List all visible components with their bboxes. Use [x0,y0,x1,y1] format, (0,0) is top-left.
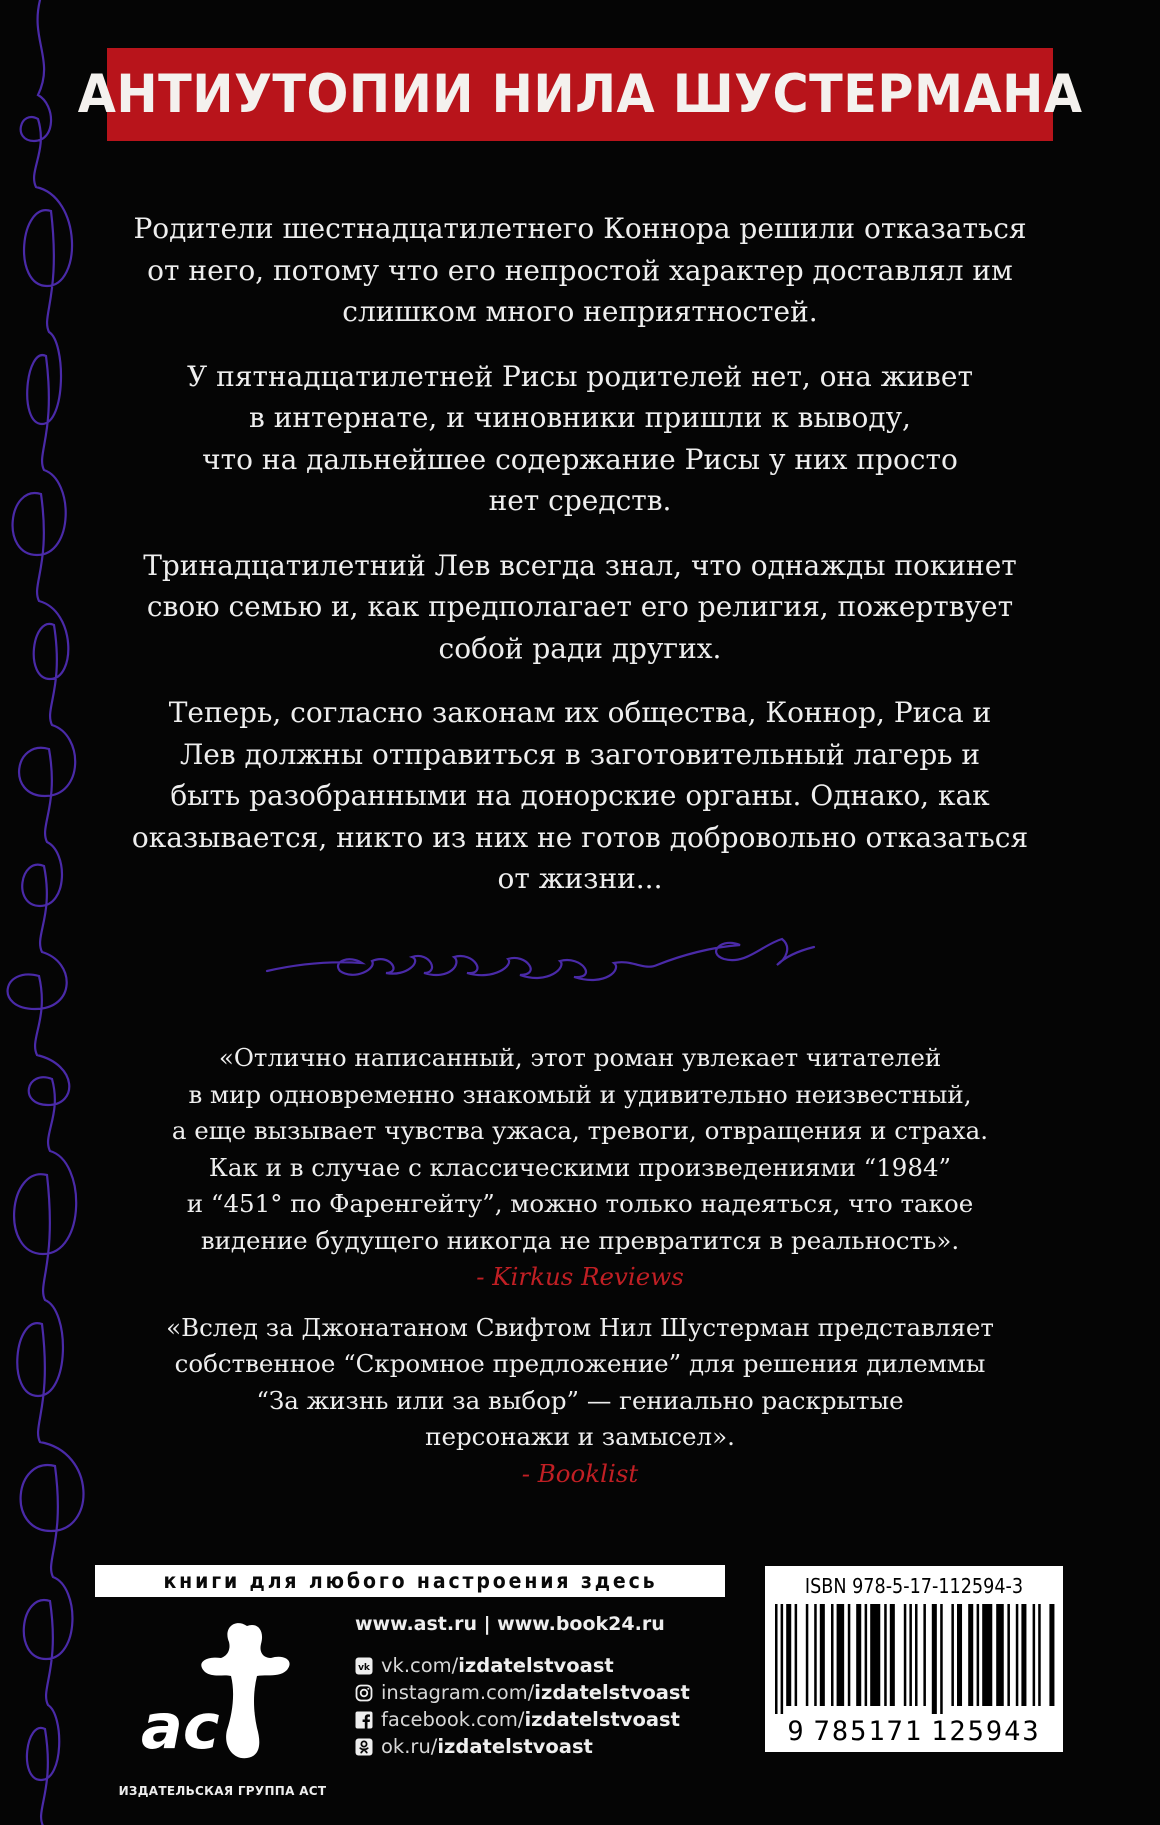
isbn-barcode-box [765,1566,1063,1752]
barcode-bar [890,1604,895,1706]
barcode-bar [1033,1604,1036,1706]
blurb-paragraph: У пятнадцатилетней Рисы родителей нет, она живет в интернате, и чиновники пришли к выводу, что на дальнейшее содержание Рисы у них просто нет средств. [187,359,973,517]
series-title: АНТИУТОПИИ НИЛА ШУСТЕРМАНА [77,64,1083,125]
barcode-bar [856,1604,861,1706]
barcode-bar [831,1604,834,1706]
ok-icon [355,1738,373,1756]
review-source: - Kirkus Reviews [476,1262,684,1291]
barcode-bar [1016,1604,1019,1706]
barcode-bar [968,1604,973,1706]
barcode-bar [904,1604,907,1706]
svg-text:vk: vk [358,1662,370,1673]
review-quote: «Отлично написанный, этот роман увлекает читателей в мир одновременно знакомый и удивительно неизвестный, а еще вызывает чувства ужаса, тревоги, отвращения и страха. Как и в случае с классическими произведениями “1984” и “451° по Фаренгейту”, можно только надеяться, что такое видение будущего никогда не превратится в реальность». - Kirkus Reviews [135,1040,1025,1296]
vk-icon [355,1657,373,1675]
title-banner [77,48,1083,141]
barcode-bar [909,1604,912,1706]
barcode-bar [1007,1604,1010,1706]
barcode-digits: 9 785171 125943 [787,1716,1041,1747]
instagram-icon [355,1684,373,1702]
social-link-ok[interactable]: ok.ru/ izdatelstvoast [355,1733,690,1760]
barcode-bar [996,1604,1004,1706]
review-quote: «Вслед за Джонатаном Свифтом Нил Шустерман представляет собственное “Скромное предложение” для решения дилеммы “За жизнь или за выбор” — гениально раскрытые персонажи и замысел». - Booklist [135,1310,1025,1493]
barcode-bar [781,1604,784,1714]
book-blurb [115,208,1045,923]
publisher-links [355,1613,690,1760]
purple-doodle-decoration [0,0,110,1825]
slogan: книги для любого настроения здесь [162,1569,658,1593]
barcode-bar [820,1604,825,1706]
barcode-bar [932,1604,937,1714]
review-source: - Booklist [521,1458,639,1488]
barcode-bar [814,1604,817,1706]
barcode-bar [884,1604,887,1706]
publisher-logo [115,1612,330,1812]
blurb-paragraph: Родители шестнадцатилетнего Коннора решили отказаться от него, потому что его непростой характер доставлял им слишком много неприятностей. [133,212,1027,328]
barcode-bar [1038,1604,1041,1706]
barcode-bar [923,1604,926,1706]
ast-logo-icon [135,1612,305,1772]
isbn-number: ISBN 978-5-17-112594-3 [804,1574,1024,1598]
barcode-bar [940,1604,943,1714]
doodle-stroke [8,0,84,1825]
social-link-instagram[interactable]: instagram.com/ izdatelstvoast [355,1679,690,1706]
social-link-facebook[interactable]: facebook.com/ izdatelstvoast [355,1706,690,1733]
slogan-strip [95,1565,725,1597]
blurb-paragraph: Тринадцатилетний Лев всегда знал, что однажды покинет свою семью и, как предполагает его религия, пожертвует собой ради других. [143,548,1017,665]
barcode-bar [786,1604,791,1706]
blurb-paragraph: Теперь, согласно законам их общества, Коннор, Риса и Лев должны отправиться в заготовительный лагерь и быть разобранными на донорские органы. Однако, как оказывается, никто из них не готов добровольно отказаться от жизни... [131,696,1029,895]
barcode-icon [773,1604,1055,1714]
social-link-vk[interactable]: vk vk.com/ izdatelstvoast [355,1652,690,1679]
svg-text:ас: ас [141,1690,220,1763]
barcode-bar [837,1604,845,1706]
barcode-bar [795,1604,798,1706]
barcode-bar [848,1604,851,1706]
barcode-bar [977,1604,980,1706]
barcode-bar [806,1604,809,1706]
barcode-bar [1049,1604,1054,1706]
barcode-bar [870,1604,880,1706]
barcode-bar [951,1604,954,1706]
barcode-bar [775,1604,778,1714]
reviews-section [135,1040,1025,1492]
barcode-bar [982,1604,992,1706]
barcode-bar [915,1604,918,1706]
facebook-icon [355,1711,373,1729]
barcode-bar [865,1604,868,1706]
barcode-bar [957,1604,962,1706]
publisher-name: ИЗДАТЕЛЬСКАЯ ГРУППА АСТ [118,1784,327,1798]
websites[interactable]: www.ast.ru | www.book24.ru [355,1613,665,1635]
barcode-bar [1021,1604,1026,1706]
scribble-divider [262,925,862,1005]
